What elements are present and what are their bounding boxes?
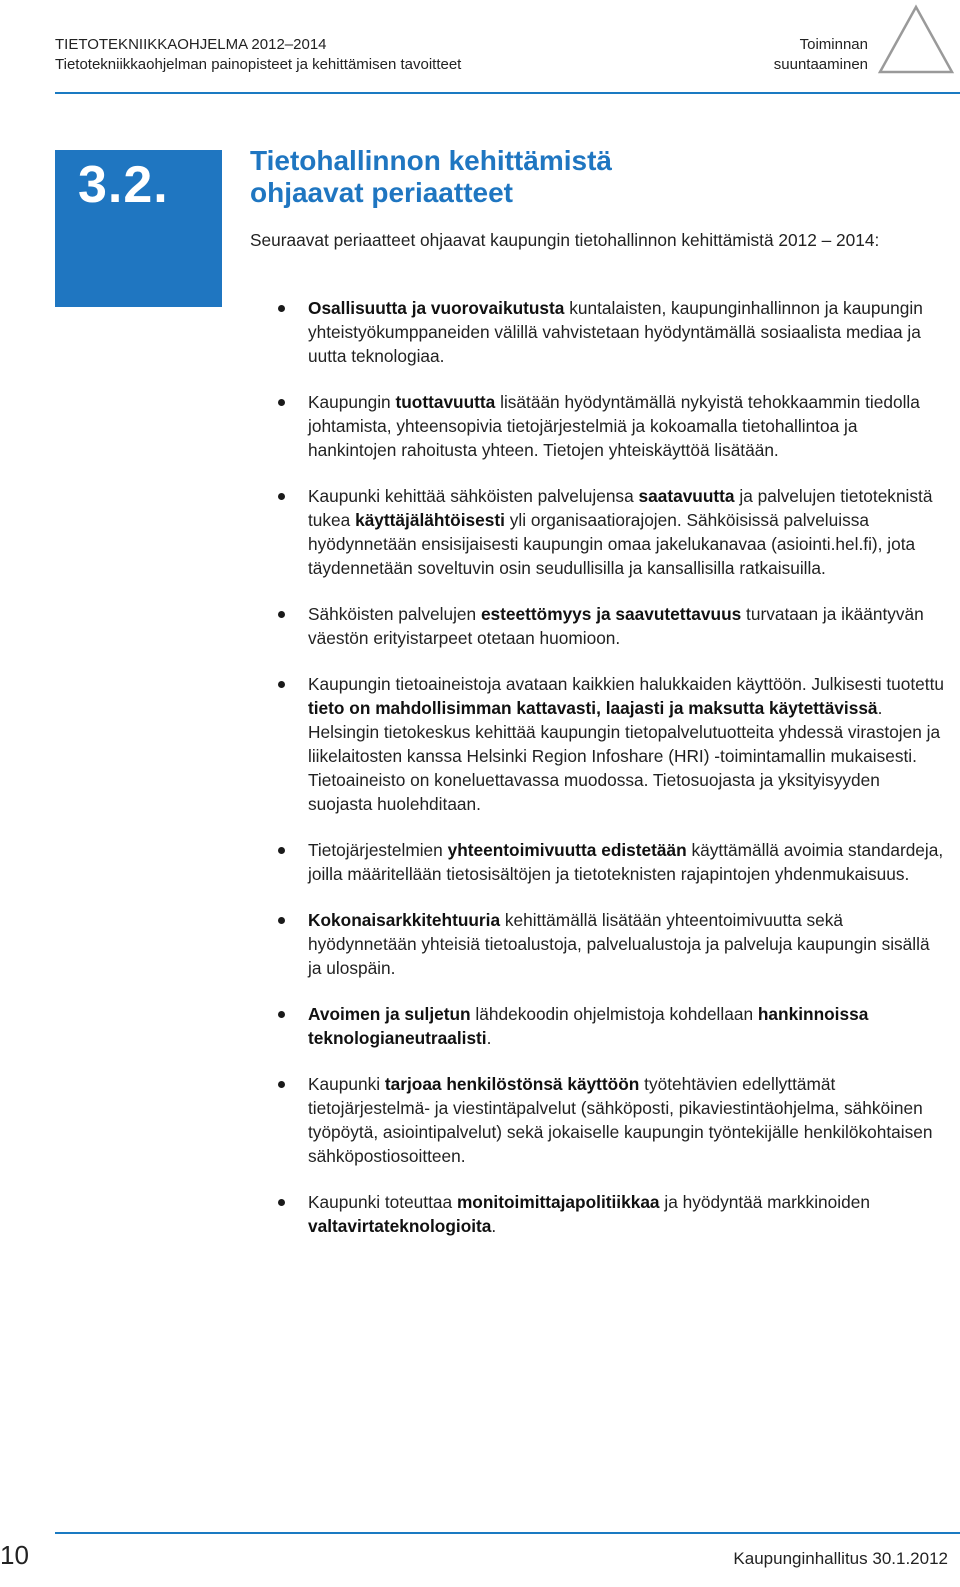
emphasis-text: valtavirtateknologioita — [308, 1216, 492, 1236]
emphasis-text: saatavuutta — [638, 486, 735, 506]
list-item — [278, 1072, 946, 1168]
list-item — [278, 908, 946, 980]
bullet-icon — [278, 611, 285, 618]
list-item — [278, 484, 946, 580]
section-title — [250, 145, 930, 209]
list-item — [278, 602, 946, 650]
item-text: . Helsingin tietokeskus kehittää kaupungin tietopalvelutuotteita yhdessä virastojen ja liikelaitosten kanssa Helsinki Region Infoshare (HRI) -toimintamallin mukaisesti. Tietoaineisto on koneluettavassa muodossa. Tietosuojasta ja yksityisyyden suojasta huolehditaan. — [308, 698, 941, 814]
page-header-left — [55, 35, 461, 75]
list-item — [278, 1190, 946, 1238]
item-text: Kaupungin tietoaineistoja avataan kaikkien halukkaiden käyttöön. Julkisesti tuotettu — [308, 674, 944, 694]
emphasis-text: Avoimen ja suljetun — [308, 1004, 471, 1024]
triangle-outline-icon — [877, 4, 955, 76]
program-title: TIETOTEKNIIKKAOHJELMA 2012–2014 — [55, 36, 327, 53]
footer-divider — [55, 1532, 960, 1534]
bullet-icon — [278, 1011, 285, 1018]
emphasis-text: Kokonaisarkkitehtuuria — [308, 910, 501, 930]
item-text: turvataan ja ikääntyvän väestön erityistarpeet otetaan huomioon. — [308, 604, 924, 648]
item-text: lisätään hyödyntämällä nykyistä tehokkaammin tiedolla johtamista, yhteensopivia tietojärjestelmiä ja kokoamalla tietohallintoa ja hankintojen rahoitusta yhteen. Tietojen yhteiskäyttöä lisätään. — [308, 392, 920, 460]
item-text: Kaupunki kehittää sähköisten palvelujensa — [308, 486, 639, 506]
item-text: Kaupunki — [308, 1074, 385, 1094]
emphasis-text: monitoimittajapolitiikkaa — [456, 1192, 660, 1212]
bullet-icon — [278, 399, 285, 406]
bullet-icon — [278, 917, 285, 924]
item-text: Kaupunki toteuttaa — [308, 1192, 457, 1212]
bullet-icon — [278, 1081, 285, 1088]
item-text: kehittämällä lisätään yhteentoimivuutta sekä hyödynnetään yhteisiä tietoalustoja, palvelualustoja ja palveluja kaupungin sisällä ja ulospäin. — [308, 910, 930, 978]
emphasis-text: esteettömyys ja saavutettavuus — [480, 604, 742, 624]
emphasis-text: tieto on mahdollisimman kattavasti, laajasti ja maksutta käytettävissä — [308, 698, 878, 718]
list-item — [278, 1002, 946, 1050]
item-text: käyttämällä avoimia standardeja, joilla määritellään tietosisältöjen ja tietoteknisten rajapintojen yhdenmukaisuus. — [308, 840, 944, 884]
list-item — [278, 390, 946, 462]
principles-list — [278, 296, 946, 1260]
item-text: Sähköisten palvelujen — [308, 604, 481, 624]
list-item — [278, 672, 946, 816]
item-text: Kaupungin — [308, 392, 396, 412]
emphasis-text: tarjoaa henkilöstönsä käyttöön — [384, 1074, 640, 1094]
bullet-icon — [278, 847, 285, 854]
page-number: 10 — [0, 1540, 29, 1570]
item-text: Tietojärjestelmien — [308, 840, 448, 860]
emphasis-text: Osallisuutta ja vuorovaikutusta — [308, 298, 565, 318]
item-text: yli organisaatiorajojen. Sähköisissä palveluissa hyödynnetään ensisijaisesti kaupungin omaa jakelukanavaa (asiointi.hel.fi), jota täydennetään soveltuvin osin seudullisilla ja kansallisilla ratkaisuilla. — [308, 510, 916, 578]
footer-source: Kaupunginhallitus 30.1.2012 — [733, 1549, 948, 1568]
list-item — [278, 838, 946, 886]
section-name-line2: suuntaaminen — [773, 56, 868, 73]
item-text: työtehtävien edellyttämät tietojärjestelmä- ja viestintäpalvelut (sähköposti, pikaviestintäohjelma, sähköinen työpöytä, asiointipalvelut) sekä jokaiselle kaupungin työntekijälle henkilökohtaisen sähköpostiosoitteen. — [308, 1074, 933, 1166]
bullet-icon — [278, 493, 285, 500]
section-title-line2: ohjaavat periaatteet — [250, 177, 513, 208]
item-text: . — [491, 1216, 497, 1236]
item-text: . — [486, 1028, 492, 1048]
bullet-icon — [278, 1199, 285, 1206]
list-item — [278, 296, 946, 368]
bullet-icon — [278, 681, 285, 688]
program-subtitle: Tietotekniikkaohjelman painopisteet ja kehittämisen tavoitteet — [55, 56, 462, 73]
item-text: kuntalaisten, kaupunginhallinnon ja kaupungin yhteistyökumppaneiden välillä vahvistetaan hyödyntämällä sosiaalista mediaa ja uutta teknologiaa. — [308, 298, 923, 366]
emphasis-text: käyttäjälähtöisesti — [355, 510, 505, 530]
item-text: lähdekoodin ohjelmistoja kohdellaan — [470, 1004, 758, 1024]
section-name-line1: Toiminnan — [799, 36, 868, 53]
page-header-right — [774, 35, 868, 75]
emphasis-text: tuottavuutta — [395, 392, 496, 412]
section-number: 3.2. — [78, 156, 169, 214]
item-text: ja hyödyntää markkinoiden — [659, 1192, 870, 1212]
header-divider — [55, 92, 960, 94]
item-text: ja palvelujen tietoteknistä tukea — [308, 486, 933, 530]
bullet-icon — [278, 305, 285, 312]
emphasis-text: hankinnoissa teknologianeutraalisti — [308, 1004, 869, 1048]
intro-paragraph: Seuraavat periaatteet ohjaavat kaupungin tietohallinnon kehittämistä 2012 – 2014: — [250, 230, 880, 250]
section-title-line1: Tietohallinnon kehittämistä — [250, 145, 612, 176]
emphasis-text: yhteentoimivuutta edistetään — [447, 840, 687, 860]
